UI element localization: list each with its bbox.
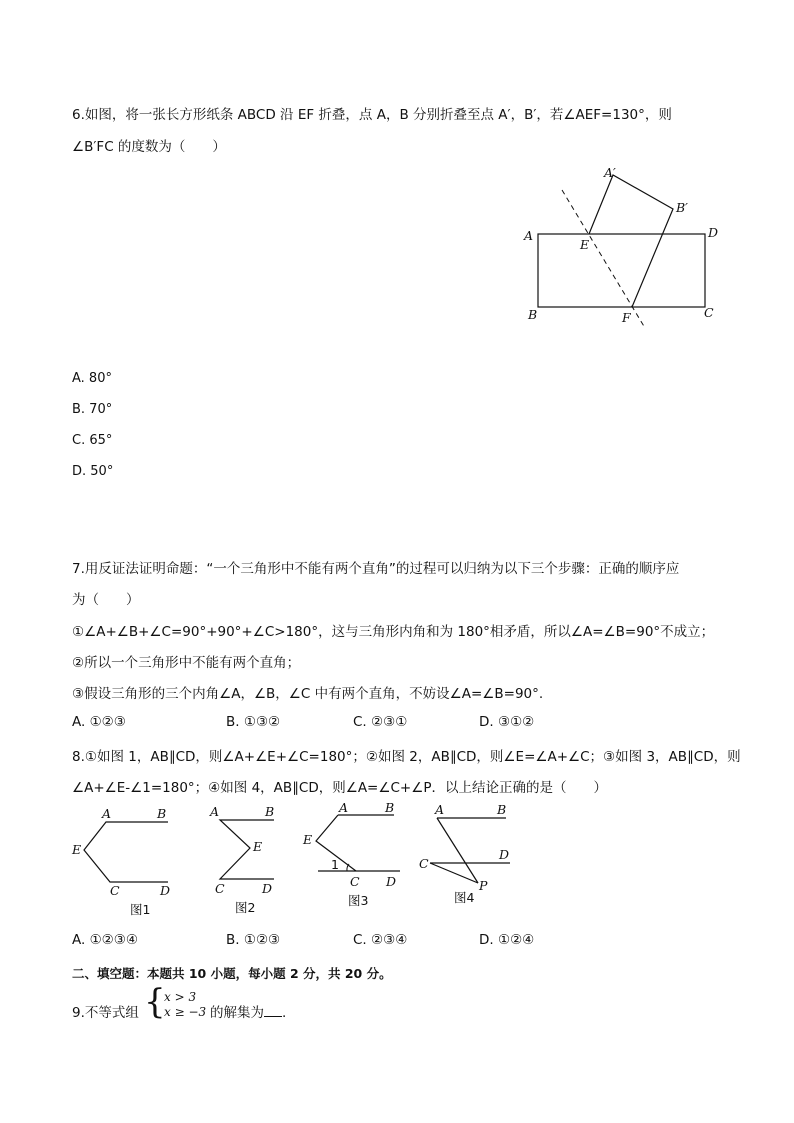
svg-text:A: A xyxy=(210,804,220,819)
figure-1 xyxy=(71,806,170,917)
label-c: C xyxy=(704,305,714,320)
figure-3 xyxy=(302,800,400,908)
svg-text:E: E xyxy=(72,842,82,857)
q8-figures xyxy=(60,798,530,918)
q6-stem-line2: ∠B′FC 的度数为（ ） xyxy=(72,139,226,155)
inequality-1: x > 3 xyxy=(164,990,197,1004)
figure-4 xyxy=(419,802,510,905)
q9-period: . xyxy=(282,1005,287,1021)
svg-text:B: B xyxy=(157,806,167,821)
q7-step2: ②所以一个三角形中不能有两个直角； xyxy=(72,655,301,671)
inequality-2: x ≥ −3 xyxy=(164,1005,207,1019)
q9-suffix-text: 的解集为 xyxy=(210,1005,264,1021)
q8-option-c: C. ②③④ xyxy=(353,932,408,948)
q7-option-c: C. ②③① xyxy=(353,714,408,730)
label-a: A xyxy=(524,228,534,243)
label-f: F xyxy=(622,310,631,325)
label-e: E xyxy=(580,237,590,252)
q8-option-a: A. ①②③④ xyxy=(72,932,138,948)
q6-stem-line1: 6.如图，将一张长方形纸条 ABCD 沿 EF 折叠，点 A，B 分别折叠至点 A′，B′，若∠AEF=130°，则 xyxy=(72,107,672,123)
label-d: D xyxy=(708,225,719,240)
q9-suffix xyxy=(210,1001,286,1021)
q7-option-a: A. ①②③ xyxy=(72,714,126,730)
svg-text:D: D xyxy=(386,874,397,889)
svg-text:B: B xyxy=(265,804,275,819)
svg-text:C: C xyxy=(350,874,360,889)
svg-text:图4: 图4 xyxy=(454,890,475,905)
q7-stem-line2: 为（ ） xyxy=(72,592,140,608)
inequality-system xyxy=(164,990,206,1020)
q6-option-b: B. 70° xyxy=(72,402,113,417)
section-2-heading: 二、填空题：本题共 10 小题，每小题 2 分，共 20 分。 xyxy=(72,966,392,981)
q8-option-b: B. ①②③ xyxy=(226,932,281,948)
label-b: B xyxy=(528,307,538,322)
q6-option-a: A. 80° xyxy=(72,371,112,386)
svg-text:A: A xyxy=(102,806,112,821)
svg-text:1: 1 xyxy=(331,857,339,872)
q6-option-c: C. 65° xyxy=(72,433,113,448)
q7-option-d: D. ③①② xyxy=(479,714,535,730)
q8-option-d: D. ①②④ xyxy=(479,932,535,948)
q7-step3: ③假设三角形的三个内角∠A，∠B，∠C 中有两个直角，不妨设∠A=∠B=90°. xyxy=(72,686,544,702)
folded-part xyxy=(589,175,673,307)
svg-text:D: D xyxy=(499,847,510,862)
svg-text:B: B xyxy=(497,802,507,817)
svg-text:图1: 图1 xyxy=(130,902,151,917)
svg-text:P: P xyxy=(479,878,488,893)
q7-option-b: B. ①③② xyxy=(226,714,281,730)
q9-prefix: 9.不等式组 xyxy=(72,1005,139,1021)
figure-2 xyxy=(209,804,274,915)
label-b-prime: B′ xyxy=(676,200,689,215)
q6-option-d: D. 50° xyxy=(72,464,114,479)
q8-stem-line1: 8.①如图 1，AB∥CD，则∠A+∠E+∠C=180°；②如图 2，AB∥CD，则∠E=∠A+∠C；③如图 3，AB∥CD，则 xyxy=(72,749,741,765)
q6-figure-fold-rectangle xyxy=(500,160,740,335)
answer-blank[interactable] xyxy=(264,1004,282,1017)
svg-text:A: A xyxy=(339,800,349,815)
svg-text:图2: 图2 xyxy=(235,900,256,915)
system-brace: { xyxy=(144,982,166,1022)
label-a-prime: A′ xyxy=(604,165,616,180)
q7-stem-line1: 7.用反证法证明命题：“一个三角形中不能有两个直角”的过程可以归纳为以下三个步骤：正确的顺序应 xyxy=(72,561,680,577)
svg-text:图3: 图3 xyxy=(348,893,369,908)
svg-text:E: E xyxy=(303,832,313,847)
q8-stem-line2: ∠A+∠E-∠1=180°；④如图 4，AB∥CD，则∠A=∠C+∠P．以上结论正确的是（ ） xyxy=(72,780,607,796)
svg-text:D: D xyxy=(160,883,171,898)
q7-step1: ①∠A+∠B+∠C=90°+90°+∠C>180°，这与三角形内角和为 180°相矛盾，所以∠A=∠B=90°不成立； xyxy=(72,624,715,640)
svg-text:E: E xyxy=(253,839,263,854)
svg-text:A: A xyxy=(435,802,445,817)
svg-text:D: D xyxy=(262,881,273,896)
svg-text:C: C xyxy=(110,883,120,898)
svg-text:C: C xyxy=(419,856,429,871)
rectangle-abcd xyxy=(538,234,705,307)
svg-text:C: C xyxy=(215,881,225,896)
svg-text:B: B xyxy=(385,800,395,815)
